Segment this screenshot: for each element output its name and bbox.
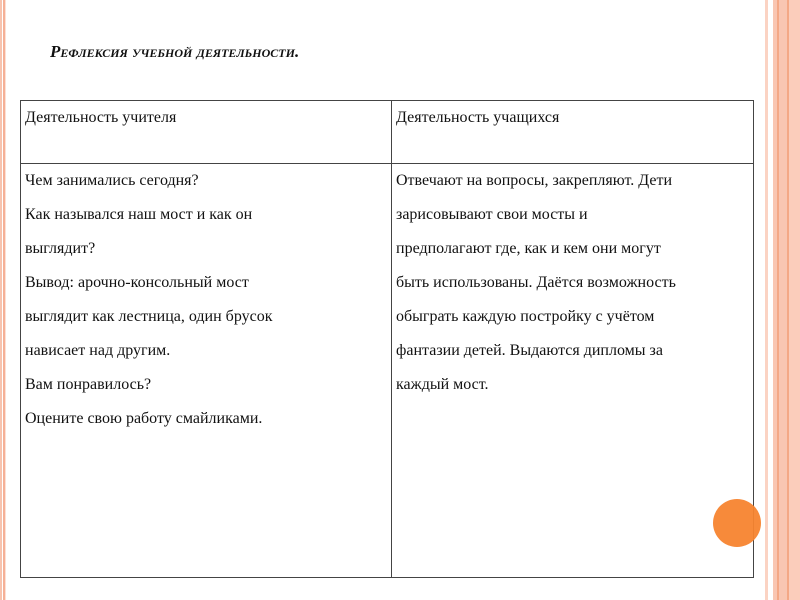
text-line: Оцените свою работу смайликами. [25,410,263,427]
slide-title: Рефлексия учебной деятельности. [50,42,300,61]
text-line: фантазии детей. Выдаются дипломы за [396,342,663,359]
text-line: Как назывался наш мост и как он [25,206,253,223]
table-row [21,164,754,578]
text-line: предполагают где, как и кем они могут [396,240,661,257]
text-line: Чем занимались сегодня? [25,172,199,189]
student-activity-cell [392,164,754,578]
right-decorative-stripes [765,0,800,600]
orange-circle-decoration [713,499,761,547]
reflection-table [20,100,754,578]
text-line: Вывод: арочно-консольный мост [25,274,249,291]
text-line: выглядит? [25,240,96,257]
text-line: нависает над другим. [25,342,171,359]
header-students: Деятельность учащихся [392,101,754,164]
text-line: каждый мост. [396,376,489,393]
teacher-activity-cell [21,164,392,578]
header-teacher: Деятельность учителя [21,101,392,164]
table-header-row [21,101,754,164]
text-line: зарисовывают свои мосты и [396,206,588,223]
text-line: быть использованы. Даётся возможность [396,274,676,291]
text-line: выглядит как лестница, один брусок [25,308,273,325]
text-line: Вам понравилось? [25,376,152,393]
text-line: обыграть каждую постройку с учётом [396,308,655,325]
text-line: Отвечают на вопросы, закрепляют. Дети [396,172,673,189]
left-decorative-stripe [0,0,6,600]
